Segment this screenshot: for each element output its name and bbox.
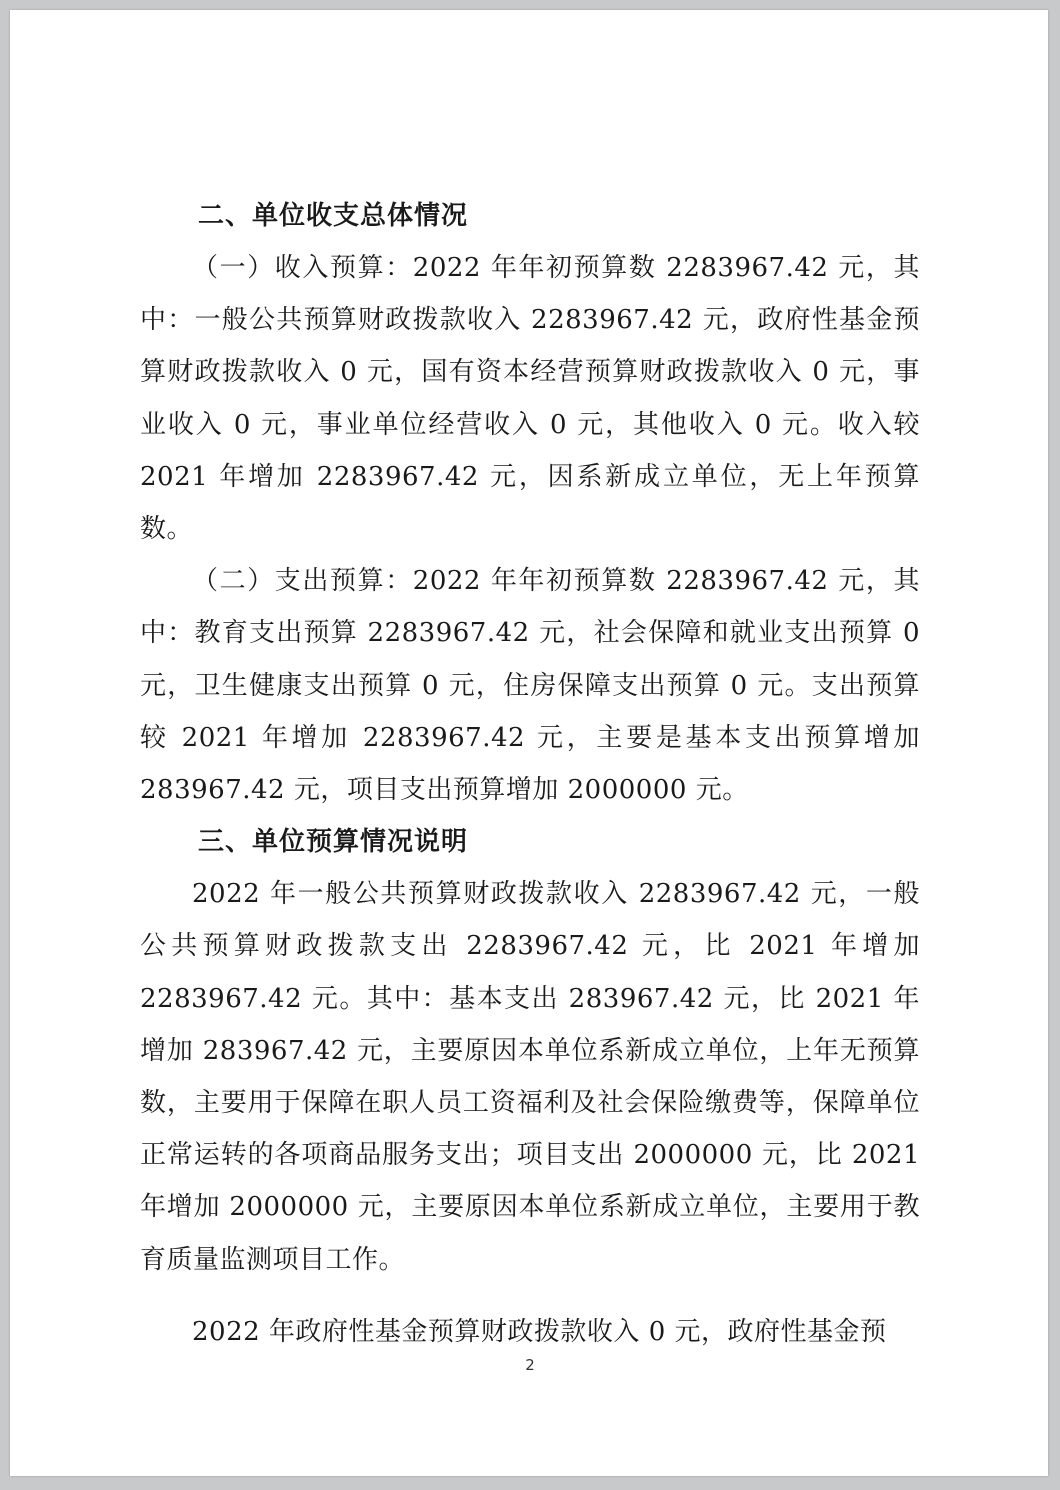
paragraph-government-fund-budget: 2022 年政府性基金预算财政拨款收入 0 元，政府性基金预	[192, 1316, 887, 1347]
page-number: 2	[525, 1356, 535, 1374]
paragraph-income-budget: （一）收入预算：2022 年年初预算数 2283967.42 元，其中：一般公共预算财政拨款收入 2283967.42 元，政府性基金预算财政拨款收入 0 元，国有资本经营预算财政拨款收入 0 元，事业收入 0 元，事业单位经营收入 0 元，其他收入 0 元。收入较 2021 年增加 2283967.42 元，因系新成立单位，无上年预算数。	[140, 253, 920, 545]
section-heading-overall: 二、单位收支总体情况	[198, 201, 469, 231]
section-heading-budget-explanation: 三、单位预算情况说明	[198, 827, 469, 858]
paragraph-expenditure-budget: （二）支出预算：2022 年年初预算数 2283967.42 元，其中：教育支出预算 2283967.42 元，社会保障和就业支出预算 0 元，卫生健康支出预算 0 元，住房保障支出预算 0 元。支出预算较 2021 年增加 2283967.42 元，主要是基本支出预算增加 283967.42 元，项目支出预算增加 2000000 元。	[140, 566, 920, 806]
paragraph-gap	[140, 1286, 920, 1306]
paragraph-general-public-budget: 2022 年一般公共预算财政拨款收入 2283967.42 元，一般公共预算财政拨款支出 2283967.42 元，比 2021 年增加 2283967.42 元。其中：基本支出 283967.42 元，比 2021 年增加 283967.42 元，主要原因本单位系新成立单位，上年无预算数，主要用于保障在职人员工资福利及社会保险缴费等，保障单位正常运转的各项商品服务支出；项目支出 2000000 元，比 2021 年增加 2000000 元，主要原因本单位系新成立单位，主要用于教育质量监测项目工作。	[140, 879, 920, 1275]
document-body	[140, 190, 920, 1358]
